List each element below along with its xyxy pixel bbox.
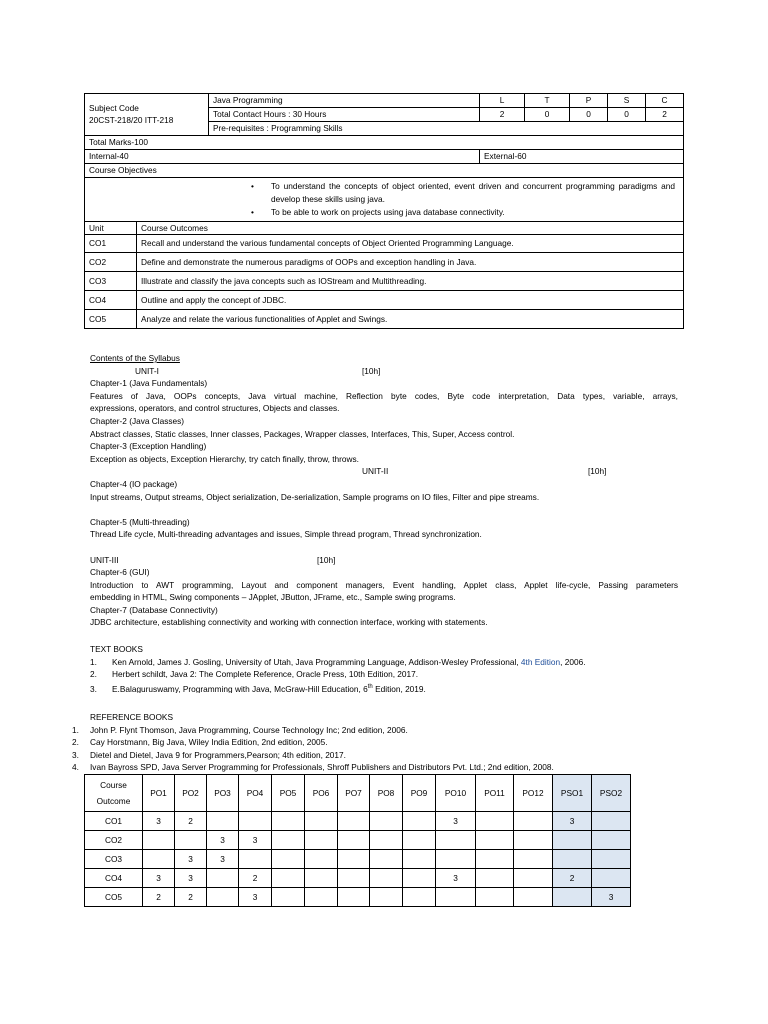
mapping-value-cell bbox=[370, 888, 403, 907]
syllabus-section bbox=[90, 352, 678, 629]
edition-link[interactable]: 4th Edition bbox=[520, 656, 561, 667]
mapping-value-cell: 2 bbox=[553, 869, 592, 888]
mapping-value-cell: 2 bbox=[143, 888, 175, 907]
unit-1-label: UNIT-I bbox=[135, 365, 159, 376]
mapping-value-cell: 3 bbox=[239, 888, 272, 907]
mapping-co-cell: CO5 bbox=[85, 888, 143, 907]
mapping-value-cell bbox=[476, 850, 514, 869]
ltpsc-value: 0 bbox=[525, 108, 570, 122]
subject-code-cell bbox=[85, 94, 209, 136]
mapping-value-cell bbox=[403, 831, 436, 850]
prerequisites: Pre-requisites : Programming Skills bbox=[209, 122, 684, 136]
po-header: PO7 bbox=[338, 775, 370, 812]
course-outcome-header: Course Outcome bbox=[85, 775, 143, 812]
mapping-value-cell bbox=[370, 812, 403, 831]
reference-books-heading: REFERENCE BOOKS bbox=[90, 712, 173, 722]
chapter-5-title: Chapter-5 (Multi-threading) bbox=[90, 516, 190, 527]
co-po-mapping-table bbox=[84, 774, 631, 907]
mapping-value-cell: 3 bbox=[207, 850, 239, 869]
mapping-value-cell bbox=[338, 888, 370, 907]
chapter-6-title: Chapter-6 (GUI) bbox=[90, 567, 150, 578]
chapter-6-text: embedding in HTML, Swing components – JApplet, JButton, JFrame, etc., Sample swing programs. bbox=[90, 592, 456, 603]
reference-book-item: 3. Dietel and Dietel, Java 9 for Programmers,Pearson; 4th edition, 2017. bbox=[72, 749, 346, 760]
mapping-value-cell bbox=[403, 850, 436, 869]
mapping-value-cell bbox=[514, 831, 553, 850]
mapping-value-cell: 3 bbox=[143, 812, 175, 831]
po-header: PO3 bbox=[207, 775, 239, 812]
unit-2-hours: [10h] bbox=[588, 466, 607, 477]
mapping-value-cell bbox=[272, 888, 305, 907]
mapping-co-cell: CO4 bbox=[85, 869, 143, 888]
pso-header: PSO2 bbox=[592, 775, 631, 812]
mapping-value-cell bbox=[370, 831, 403, 850]
mapping-value-cell bbox=[305, 812, 338, 831]
po-header: PO9 bbox=[403, 775, 436, 812]
chapter-2-title: Chapter-2 (Java Classes) bbox=[90, 415, 185, 426]
mapping-value-cell bbox=[436, 888, 476, 907]
mapping-value-cell bbox=[476, 869, 514, 888]
mapping-value-cell bbox=[143, 831, 175, 850]
ltpsc-value: 0 bbox=[570, 108, 608, 122]
mapping-value-cell bbox=[143, 850, 175, 869]
mapping-value-cell bbox=[305, 869, 338, 888]
outcome-code: CO5 bbox=[85, 310, 137, 329]
mapping-value-cell: 3 bbox=[592, 888, 631, 907]
outcomes-header: Course Outcomes bbox=[137, 222, 684, 235]
outcome-text: Outline and apply the concept of JDBC. bbox=[137, 291, 684, 310]
mapping-value-cell bbox=[592, 869, 631, 888]
mapping-row bbox=[85, 888, 631, 907]
chapter-1-title: Chapter-1 (Java Fundamentals) bbox=[90, 378, 208, 389]
chapter-1-text: Features of Java, OOPs concepts, Java virtual machine, Reflection byte codes, Byte code interpretation, Data types, variable, arrays, bbox=[90, 390, 678, 401]
mapping-value-cell bbox=[592, 812, 631, 831]
mapping-value-cell bbox=[403, 869, 436, 888]
mapping-value-cell bbox=[272, 831, 305, 850]
mapping-value-cell bbox=[476, 831, 514, 850]
mapping-body bbox=[85, 812, 631, 907]
mapping-row bbox=[85, 869, 631, 888]
mapping-value-cell bbox=[403, 812, 436, 831]
mapping-value-cell bbox=[175, 831, 207, 850]
mapping-value-cell: 3 bbox=[175, 869, 207, 888]
syllabus-heading: Contents of the Syllabus bbox=[90, 353, 180, 363]
po-header: PO11 bbox=[476, 775, 514, 812]
mapping-value-cell bbox=[403, 888, 436, 907]
outcome-text: Illustrate and classify the java concepts such as IOStream and Multithreading. bbox=[137, 272, 684, 291]
mapping-value-cell bbox=[239, 850, 272, 869]
mapping-value-cell: 3 bbox=[553, 812, 592, 831]
reference-book-item: 2. Cay Horstmann, Big Java, Wiley India Edition, 2nd edition, 2005. bbox=[72, 737, 328, 748]
chapter-6-text: Introduction to AWT programming, Layout and component managers, Event handling, Applet class, Applet life-cycle, Passing parameters bbox=[90, 579, 678, 590]
mapping-value-cell bbox=[207, 812, 239, 831]
mapping-value-cell bbox=[338, 850, 370, 869]
mapping-value-cell bbox=[207, 869, 239, 888]
mapping-value-cell bbox=[514, 869, 553, 888]
reference-book-item: 1. John P. Flynt Thomson, Java Programming, Course Technology Inc; 2nd edition, 2006. bbox=[72, 724, 408, 735]
mapping-value-cell bbox=[436, 831, 476, 850]
unit-3-hours: [10h] bbox=[317, 554, 336, 565]
ltpsc-label: C bbox=[646, 94, 684, 108]
mapping-co-cell: CO1 bbox=[85, 812, 143, 831]
mapping-value-cell bbox=[272, 812, 305, 831]
chapter-1-text: expressions, operators, and control structures, Objects and classes. bbox=[90, 403, 340, 414]
mapping-value-cell bbox=[370, 850, 403, 869]
mapping-value-cell: 2 bbox=[175, 888, 207, 907]
mapping-value-cell: 3 bbox=[175, 850, 207, 869]
outcome-code: CO4 bbox=[85, 291, 137, 310]
objectives-cell bbox=[85, 178, 684, 222]
po-header: PO10 bbox=[436, 775, 476, 812]
course-title: Java Programming bbox=[209, 94, 480, 108]
mapping-value-cell bbox=[338, 831, 370, 850]
outcome-code: CO2 bbox=[85, 253, 137, 272]
mapping-value-cell bbox=[239, 812, 272, 831]
mapping-value-cell bbox=[207, 888, 239, 907]
mapping-value-cell bbox=[436, 850, 476, 869]
subject-code-label: Subject Code bbox=[89, 103, 139, 113]
objective-item: • To be able to work on projects using java database connectivity. bbox=[251, 207, 505, 217]
unit-header: Unit bbox=[85, 222, 137, 235]
po-header: PO8 bbox=[370, 775, 403, 812]
ltpsc-label: L bbox=[480, 94, 525, 108]
ltpsc-label: P bbox=[570, 94, 608, 108]
unit-2-label: UNIT-II bbox=[362, 466, 389, 477]
mapping-value-cell bbox=[553, 850, 592, 869]
mapping-value-cell bbox=[476, 812, 514, 831]
chapter-3-text: Exception as objects, Exception Hierarchy, try catch finally, throw, throws. bbox=[90, 453, 359, 464]
po-header: PO6 bbox=[305, 775, 338, 812]
mapping-value-cell bbox=[592, 831, 631, 850]
ltpsc-label: S bbox=[608, 94, 646, 108]
mapping-co-cell: CO3 bbox=[85, 850, 143, 869]
mapping-value-cell: 3 bbox=[436, 869, 476, 888]
mapping-value-cell bbox=[514, 812, 553, 831]
mapping-value-cell bbox=[514, 850, 553, 869]
unit-1-hours: [10h] bbox=[362, 365, 381, 376]
mapping-co-cell: CO2 bbox=[85, 831, 143, 850]
outcome-code: CO3 bbox=[85, 272, 137, 291]
unit-3-label: UNIT-III bbox=[90, 554, 119, 565]
outcome-code: CO1 bbox=[85, 235, 137, 253]
po-header: PO1 bbox=[143, 775, 175, 812]
mapping-row bbox=[85, 831, 631, 850]
reference-books-section bbox=[72, 711, 692, 774]
outcome-text: Analyze and relate the various functionalities of Applet and Swings. bbox=[137, 310, 684, 329]
chapter-5-text: Thread Life cycle, Multi-threading advantages and issues, Simple thread program, Thread synchronization. bbox=[90, 529, 482, 540]
text-book-item: 2. Herbert schildt, Java 2: The Complete Reference, Oracle Press, 10th Edition, 2017. bbox=[90, 669, 419, 680]
objectives-label: Course Objectives bbox=[85, 164, 684, 178]
mapping-value-cell bbox=[305, 850, 338, 869]
ltpsc-value: 2 bbox=[480, 108, 525, 122]
mapping-value-cell bbox=[514, 888, 553, 907]
chapter-7-text: JDBC architecture, establishing connectivity and working with connection interface, working with statements. bbox=[90, 617, 488, 628]
po-header: PO12 bbox=[514, 775, 553, 812]
mapping-value-cell: 3 bbox=[436, 812, 476, 831]
mapping-value-cell: 2 bbox=[239, 869, 272, 888]
text-book-item: 1. Ken Arnold, James J. Gosling, University of Utah, Java Programming Language, Addison-Wesley Professional, 4th Edition, 2006. bbox=[90, 656, 586, 667]
mapping-row bbox=[85, 812, 631, 831]
chapter-4-title: Chapter-4 (IO package) bbox=[90, 478, 178, 489]
mapping-value-cell bbox=[370, 869, 403, 888]
mapping-value-cell: 3 bbox=[239, 831, 272, 850]
mapping-value-cell bbox=[338, 812, 370, 831]
po-header: PO4 bbox=[239, 775, 272, 812]
contact-hours: Total Contact Hours : 30 Hours bbox=[209, 108, 480, 122]
chapter-7-title: Chapter-7 (Database Connectivity) bbox=[90, 604, 218, 615]
pso-header: PSO1 bbox=[553, 775, 592, 812]
mapping-value-cell bbox=[272, 850, 305, 869]
mapping-value-cell bbox=[592, 850, 631, 869]
mapping-value-cell: 3 bbox=[207, 831, 239, 850]
ltpsc-label: T bbox=[525, 94, 570, 108]
mapping-header-row bbox=[85, 775, 631, 812]
mapping-value-cell bbox=[476, 888, 514, 907]
mapping-value-cell bbox=[338, 869, 370, 888]
text-book-item: 3. E.Balaguruswamy, Programming with Java, McGraw-Hill Education, 6th Edition, 2019. bbox=[90, 683, 426, 694]
total-marks: Total Marks-100 bbox=[85, 136, 684, 150]
mapping-value-cell bbox=[553, 888, 592, 907]
mapping-value-cell bbox=[553, 831, 592, 850]
subject-code: 20CST-218/20 ITT-218 bbox=[89, 115, 174, 125]
objective-item: • To understand the concepts of object oriented, event driven and concurrent programming paradigms and develop these skills using java. bbox=[251, 181, 676, 204]
po-header: PO2 bbox=[175, 775, 207, 812]
internal-marks: Internal-40 bbox=[85, 150, 480, 164]
mapping-value-cell bbox=[305, 888, 338, 907]
outcome-text: Define and demonstrate the numerous paradigms of OOPs and exception handling in Java. bbox=[137, 253, 684, 272]
mapping-value-cell bbox=[272, 869, 305, 888]
text-books-heading: TEXT BOOKS bbox=[90, 644, 143, 654]
mapping-value-cell bbox=[305, 831, 338, 850]
mapping-value-cell: 3 bbox=[143, 869, 175, 888]
mapping-value-cell: 2 bbox=[175, 812, 207, 831]
text-books-section bbox=[90, 643, 680, 693]
course-info-table bbox=[84, 93, 684, 329]
mapping-row bbox=[85, 850, 631, 869]
external-marks: External-60 bbox=[480, 150, 684, 164]
po-header: PO5 bbox=[272, 775, 305, 812]
ltpsc-value: 0 bbox=[608, 108, 646, 122]
chapter-2-text: Abstract classes, Static classes, Inner classes, Packages, Wrapper classes, Interfaces, This, Super, Access control. bbox=[90, 428, 515, 439]
outcome-text: Recall and understand the various fundamental concepts of Object Oriented Programming Language. bbox=[137, 235, 684, 253]
chapter-3-title: Chapter-3 (Exception Handling) bbox=[90, 441, 207, 452]
reference-book-item: 4. Ivan Bayross SPD, Java Server Programming for Professionals, Shroff Publishers and Distributors Pvt. Ltd.; 2nd edition, 2008. bbox=[72, 762, 554, 773]
ltpsc-value: 2 bbox=[646, 108, 684, 122]
chapter-4-text: Input streams, Output streams, Object serialization, De-serialization, Sample programs on IO files, Filter and pipe streams. bbox=[90, 491, 540, 502]
